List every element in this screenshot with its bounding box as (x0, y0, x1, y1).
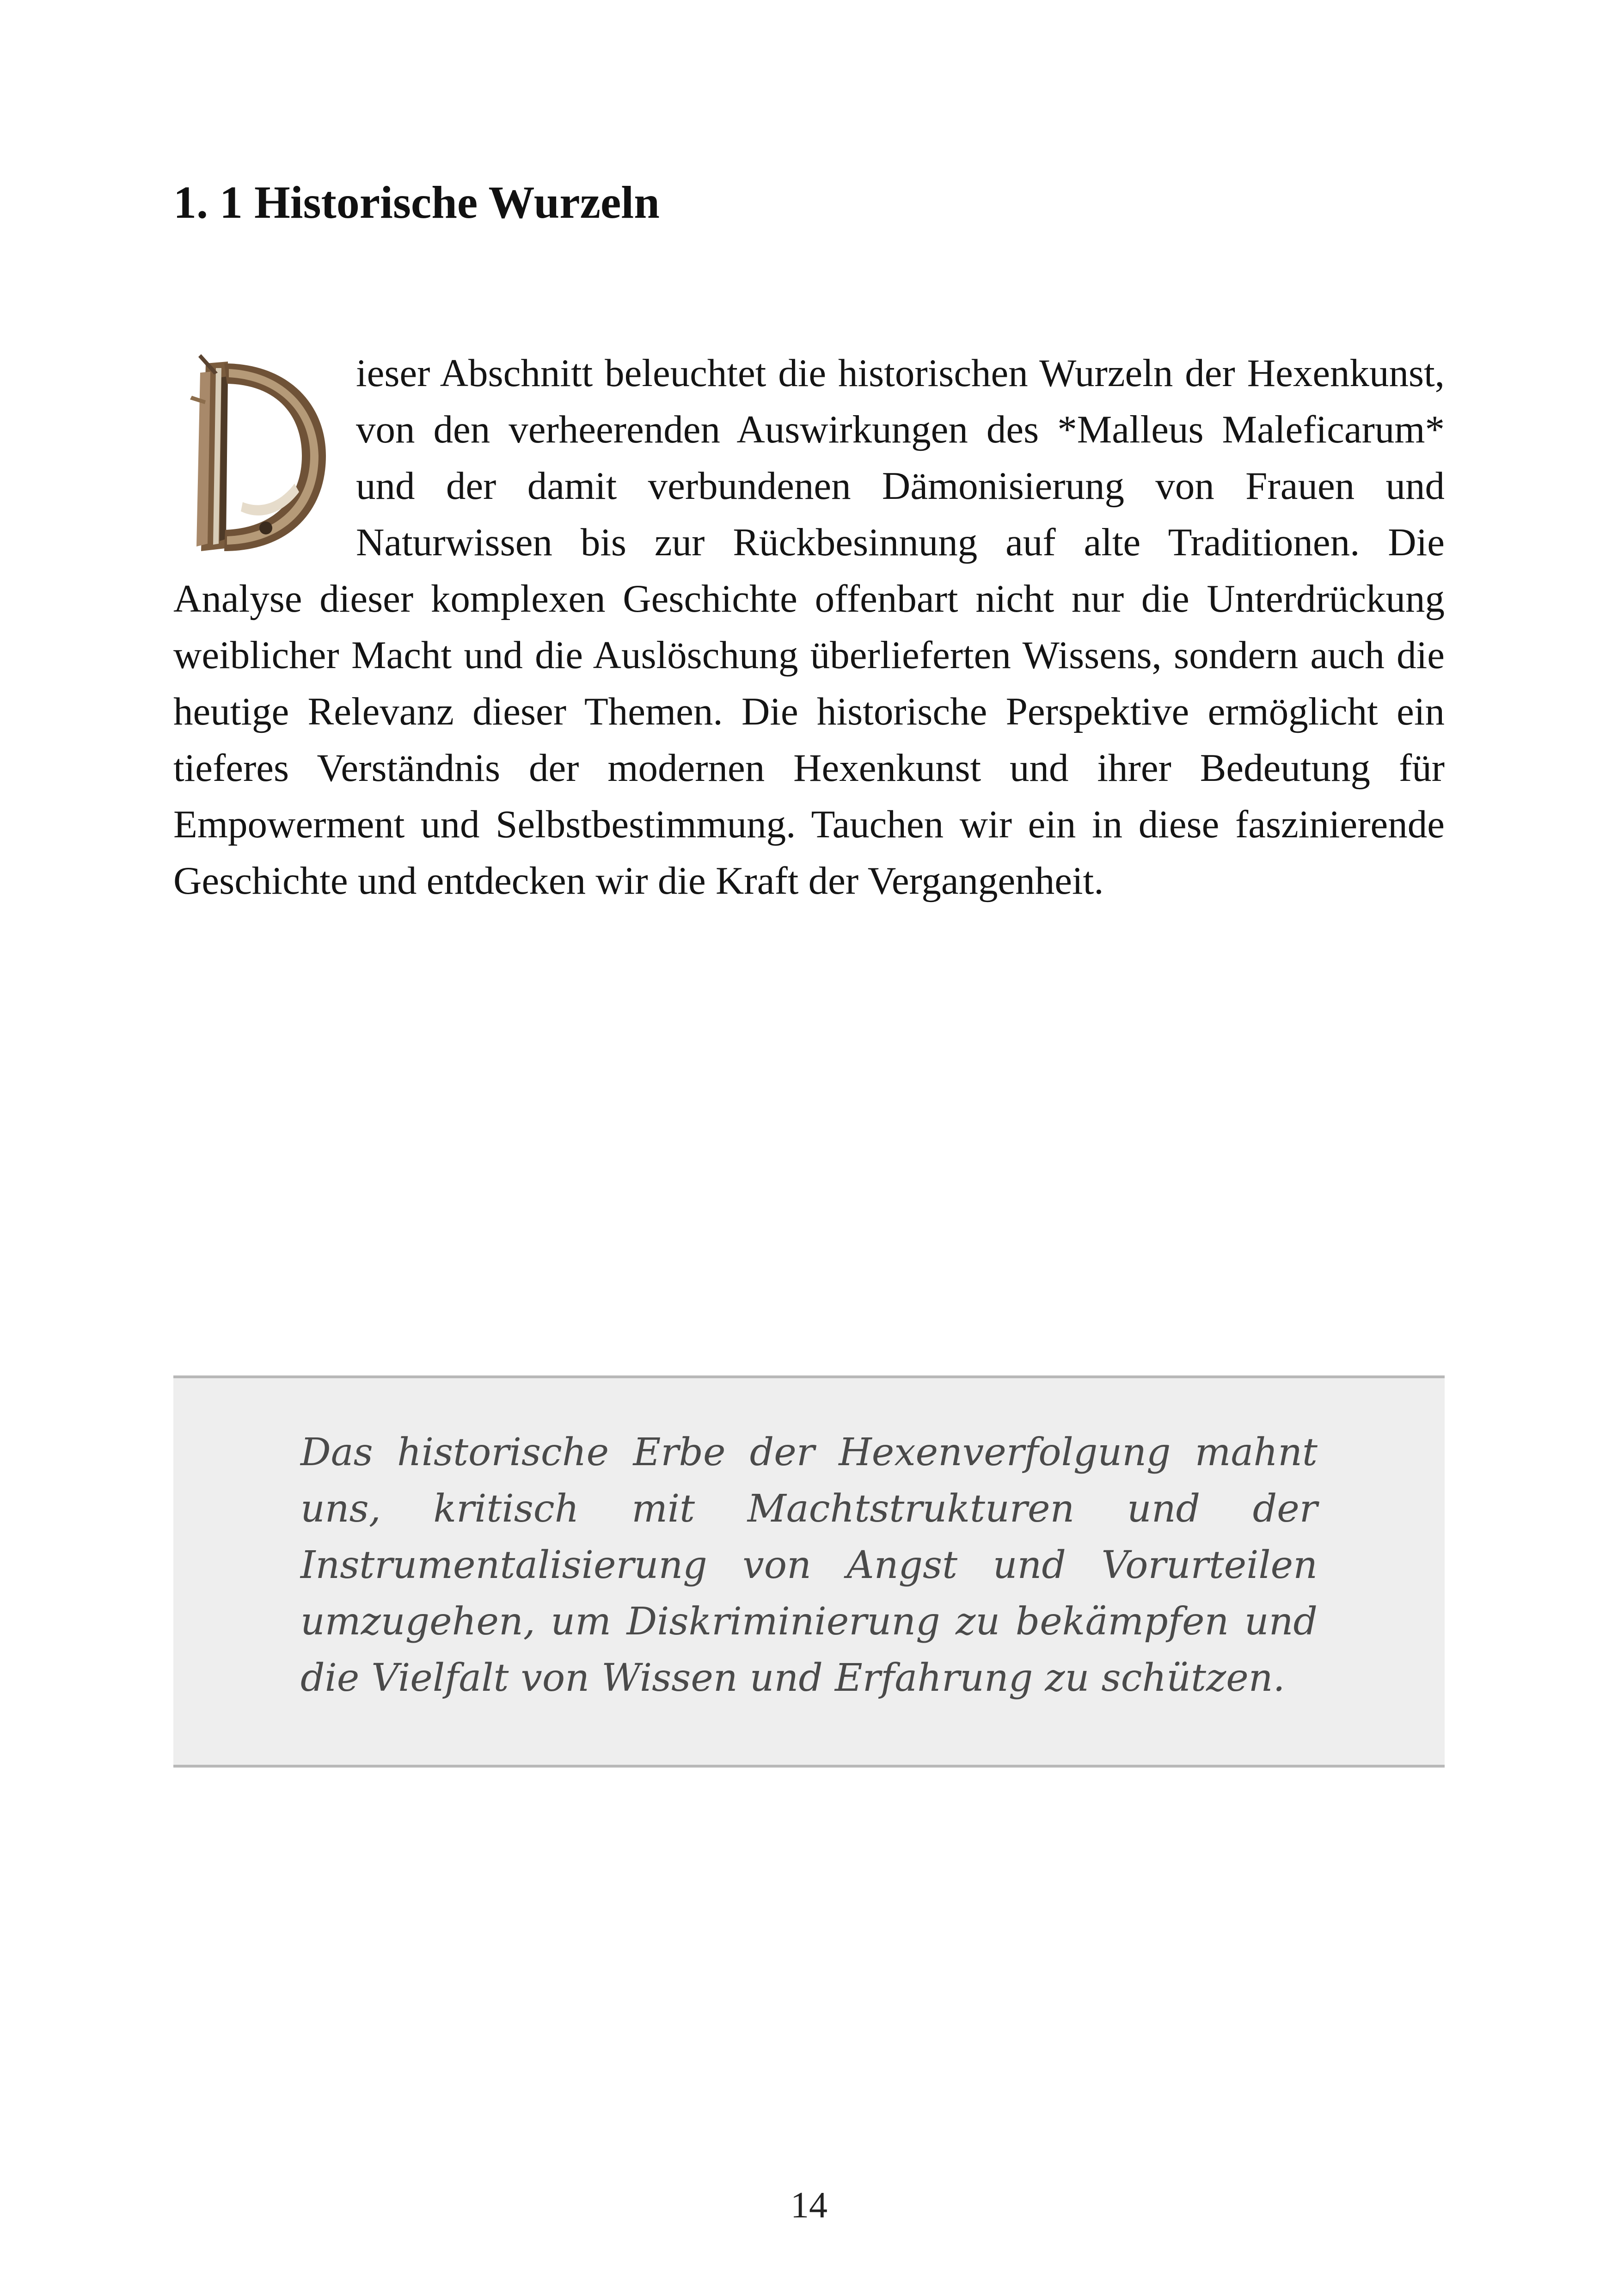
intro-paragraph (173, 345, 1445, 909)
page-number: 14 (791, 2185, 827, 2226)
callout-quote-text: Das historische Erbe der Hexenverfolgung mahnt uns, kritisch mit Machtstrukturen und der Instrumentalisierung von Angst und Vorurteilen umzugehen, um Diskriminierung zu bekämpfen und die Vielfalt von Wissen und Erfahrung zu schützen. (300, 1430, 1318, 1700)
drop-cap-letter-d (173, 345, 356, 570)
quote-callout-box (173, 1375, 1445, 1768)
seed-accent (259, 522, 272, 534)
twig-letter-d-illustration (173, 345, 331, 562)
paragraph-text: ieser Abschnitt beleuchtet die historischen Wurzeln der Hexenkunst, von den verheerenden Auswirkungen des *Malleus Maleficarum* und der damit verbundenen Dämonisierung von Frauen und Naturwissen bis zur Rückbesinnung auf alte Traditionen. Die Analyse dieser komplexen Geschichte offenbart nicht nur die Unterdrückung weiblicher Macht und die Auslöschung überlieferten Wissens, sondern auch die heutige Relevanz dieser Themen. Die historische Perspektive ermöglicht ein tieferes Verständnis der modernen Hexenkunst und ihrer Bedeutung für Empowerment und Selbstbestimmung. Tauchen wir ein in diese faszinierende Geschichte und entdecken wir die Kraft der Vergangenheit. (173, 351, 1445, 902)
section-heading: 1. 1 Historische Wurzeln (173, 177, 660, 228)
